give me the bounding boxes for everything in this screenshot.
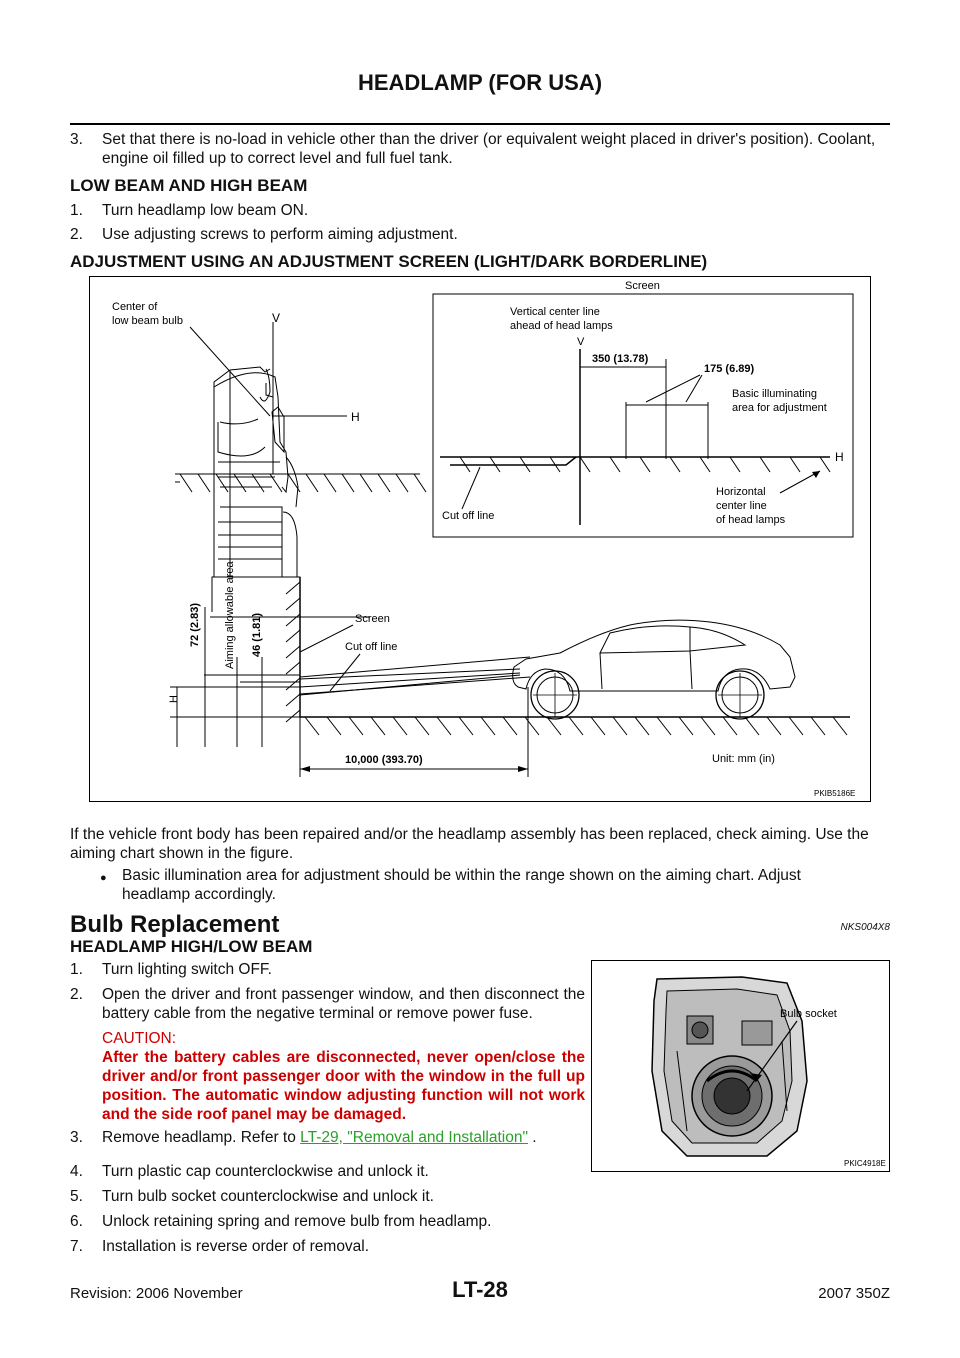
bulb-step-5 [70, 1187, 890, 1206]
section-heading-adjustment: ADJUSTMENT USING AN ADJUSTMENT SCREEN (LIGHT/DARK BORDERLINE) [70, 252, 708, 271]
step-number: 5. [70, 1188, 83, 1205]
hatch-line [286, 582, 300, 594]
step-number: 6. [70, 1213, 83, 1230]
dim-10000-label: 10,000 (393.70) [345, 754, 423, 766]
hatch-line [580, 457, 590, 472]
hatch-line [415, 717, 429, 735]
hatch-line [790, 457, 800, 472]
hatch-line [180, 474, 192, 492]
step-number: 2. [70, 986, 83, 1003]
hatch-line [730, 457, 740, 472]
bulb-step-6 [70, 1212, 890, 1231]
bulb-step-2 [70, 985, 585, 1023]
step-text: Turn headlamp low beam ON. [102, 202, 309, 219]
front-view-v-label: V [272, 311, 281, 325]
hatch-line [270, 474, 282, 492]
removal-installation-link[interactable]: LT-29, "Removal and Installation" [300, 1129, 528, 1146]
hatch-line [393, 717, 407, 735]
horizontal-center-label-2: center line [716, 500, 767, 512]
hatch-line [286, 678, 300, 690]
header-rule [70, 123, 890, 125]
hatch-line [342, 474, 354, 492]
bulb-replacement-heading: Bulb Replacement [70, 911, 280, 938]
hatch-line [679, 717, 693, 735]
hatch-line [723, 717, 737, 735]
hatch-line [503, 717, 517, 735]
dim-72-label: 72 (2.83) [189, 602, 201, 647]
bullet-icon: ● [100, 872, 107, 884]
cut-off-label-side: Cut off line [345, 641, 398, 653]
horizontal-center-label-1: Horizontal [716, 486, 766, 498]
hatch-line [349, 717, 363, 735]
hatch-line [288, 474, 300, 492]
hatch-line [789, 717, 803, 735]
bulb-socket-figure [591, 960, 890, 1172]
hatch-line [701, 717, 715, 735]
step-number: 1. [70, 202, 83, 219]
basic-area-label-1: Basic illuminating [732, 388, 817, 400]
footer-model: 2007 350Z [818, 1285, 890, 1302]
hatch-line [767, 717, 781, 735]
hatch-line [591, 717, 605, 735]
hatch-line [459, 717, 473, 735]
step-number: 3. [70, 1129, 83, 1146]
hatch-line [305, 717, 319, 735]
hatch-line [286, 598, 300, 610]
screen-h-label: H [835, 450, 844, 464]
hatch-line [360, 474, 372, 492]
cut-off-label-screen: Cut off line [442, 510, 495, 522]
after-figure-paragraph: If the vehicle front body has been repaired and/or the headlamp assembly has been replaced, check aiming. Use the aiming chart shown in the figure. [70, 826, 869, 862]
step-1 [70, 201, 890, 220]
step-2 [70, 225, 890, 244]
aiming-area-label: Aiming allowable area [224, 561, 236, 669]
hatch-line [286, 614, 300, 626]
hatch-line [635, 717, 649, 735]
hatch-line [198, 474, 210, 492]
step-number: 4. [70, 1163, 83, 1180]
center-bulb-label-2: low beam bulb [112, 315, 183, 327]
screen-box-label: Screen [625, 280, 660, 292]
hatch-line [613, 717, 627, 735]
hatch-line [378, 474, 390, 492]
step-number: 7. [70, 1238, 83, 1255]
aiming-diagram [90, 277, 870, 801]
step-text: Unlock retaining spring and remove bulb from headlamp. [102, 1213, 492, 1230]
section-heading-low-high: LOW BEAM AND HIGH BEAM [70, 176, 308, 195]
hatch-line [396, 474, 408, 492]
screen-v-label: V [577, 336, 585, 348]
hatch-line [657, 717, 671, 735]
figure1-code: PKIB5186E [814, 789, 856, 798]
bulb-steps-lower [70, 1162, 890, 1256]
basic-area-label-2: area for adjustment [732, 402, 827, 414]
intro-step [70, 130, 890, 168]
step-number: 3. [70, 131, 83, 148]
hatch-line [833, 717, 847, 735]
hatch-line [700, 457, 710, 472]
hatch-line [437, 717, 451, 735]
step-number: 2. [70, 226, 83, 243]
step-text: Use adjusting screws to perform aiming adjustment. [102, 226, 458, 243]
section-code: NKS004X8 [840, 922, 890, 933]
hatch-line [371, 717, 385, 735]
dim-46-label: 46 (1.81) [251, 612, 263, 657]
bullet-text: Basic illumination area for adjustment should be within the range shown on the aiming chart. Adjust headlamp accordingly. [122, 867, 801, 903]
hatch-line [745, 717, 759, 735]
step-text: Open the driver and front passenger window, and then disconnect the battery cable from the negative terminal or remove power fuse. [102, 986, 585, 1022]
dim-175-label: 175 (6.89) [704, 363, 755, 375]
step-text: Set that there is no-load in vehicle other than the driver (or equivalent weight placed in driver's position). Coolant, engine oil filled up to correct level and full fuel tank. [102, 131, 876, 167]
bulb-step-7 [70, 1237, 890, 1256]
unit-label: Unit: mm (in) [712, 753, 775, 765]
step3-suffix: . [528, 1129, 537, 1146]
hatch-line [414, 474, 426, 492]
hatch-line [481, 717, 495, 735]
hatch-line [811, 717, 825, 735]
caution-text: After the battery cables are disconnected, never open/close the driver and/or front passenger door with the window in the full up position. The automatic window adjusting function will not work and the side roof panel may be damaged. [102, 1049, 585, 1123]
bulb-socket-label: Bulb socket [780, 1008, 837, 1020]
hatch-line [306, 474, 318, 492]
bulb-step-1 [70, 960, 585, 979]
page-title: HEADLAMP (FOR USA) [357, 70, 603, 95]
step-text [102, 1128, 585, 1147]
hatch-line [286, 710, 300, 722]
vertical-center-label-1: Vertical center line [510, 306, 600, 318]
caution-block [102, 1029, 585, 1124]
step3-prefix: Remove headlamp. Refer to [102, 1129, 301, 1146]
hatch-line [640, 457, 650, 472]
hatch-line [820, 457, 830, 472]
step-text: Turn bulb socket counterclockwise and unlock it. [102, 1188, 434, 1205]
hatch-line [324, 474, 336, 492]
hatch-line [286, 630, 300, 642]
footer-revision: Revision: 2006 November [70, 1285, 243, 1302]
hatch-line [525, 717, 539, 735]
hatch-line [569, 717, 583, 735]
figure2-code: PKIC4918E [844, 1159, 886, 1168]
front-view-h-label: H [351, 410, 360, 424]
step-text: Turn plastic cap counterclockwise and unlock it. [102, 1163, 429, 1180]
hatch-line [286, 694, 300, 706]
hatch-line [760, 457, 770, 472]
hatch-line [286, 662, 300, 674]
vertical-center-label-2: ahead of head lamps [510, 320, 613, 332]
page-number: LT-28 [452, 1277, 508, 1302]
step-text: Turn lighting switch OFF. [102, 961, 272, 978]
aiming-figure [89, 276, 871, 802]
hatch-line [327, 717, 341, 735]
side-screen-label: Screen [355, 613, 390, 625]
bulb-subheading: HEADLAMP HIGH/LOW BEAM [70, 937, 313, 956]
dim-350-label: 350 (13.78) [592, 353, 649, 365]
hatch-line [670, 457, 680, 472]
caution-label: CAUTION: [102, 1030, 177, 1047]
bulb-step-3 [70, 1128, 585, 1147]
center-bulb-label-1: Center of [112, 301, 158, 313]
horizontal-center-label-3: of head lamps [716, 514, 786, 526]
bulb-socket-diagram [592, 961, 889, 1171]
hatch-line [610, 457, 620, 472]
hatch-line [286, 646, 300, 658]
side-h-label: H [168, 695, 180, 703]
step-number: 1. [70, 961, 83, 978]
bulb-steps [70, 960, 585, 1153]
hatch-line [547, 717, 561, 735]
step-text: Installation is reverse order of removal. [102, 1238, 370, 1255]
